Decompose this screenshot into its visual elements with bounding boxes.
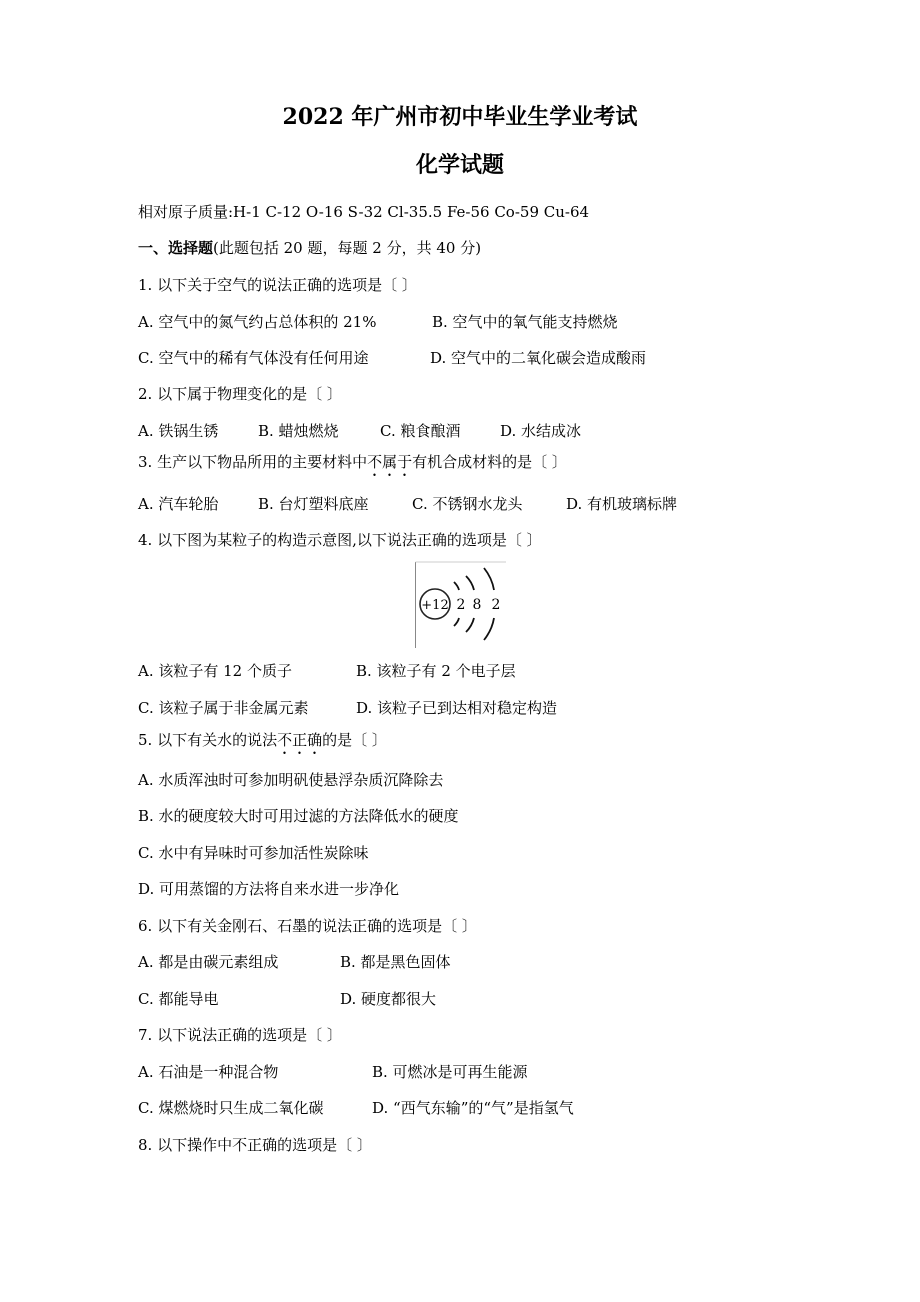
q4-option-b: B. 该粒子有 2 个电子层 <box>356 662 516 680</box>
q3-option-d: D. 有机玻璃标牌 <box>566 495 678 513</box>
q2-option-a: A. 铁锅生锈 <box>138 422 219 440</box>
q7-option-b: B. 可燃冰是可再生能源 <box>372 1063 528 1081</box>
q3-option-c: C. 不锈钢水龙头 <box>412 495 523 513</box>
q4-option-c: C. 该粒子属于非金属元素 <box>138 699 309 717</box>
section-heading-line <box>138 238 481 258</box>
question-4-stem: 4. 以下图为某粒子的构造示意图,以下说法正确的选项是〔 〕 <box>138 531 542 549</box>
question-3-stem <box>138 452 567 480</box>
question-8-stem: 8. 以下操作中不正确的选项是〔 〕 <box>138 1136 372 1154</box>
question-1-stem: 1. 以下关于空气的说法正确的选项是〔 〕 <box>138 276 417 294</box>
exam-title: 2022 年广州市初中毕业生学业考试 <box>282 104 638 130</box>
nucleus-charge: +12 <box>421 598 449 613</box>
exam-subtitle: 化学试题 <box>415 152 504 178</box>
q5-option-c: C. 水中有异味时可参加活性炭除味 <box>138 844 369 862</box>
question-5-stem <box>138 730 387 758</box>
q5-stem-pre: 5. 以下有关水的说法 <box>138 731 278 749</box>
section-heading: 一、选择题 <box>138 239 214 257</box>
q2-option-c: C. 粮食酿酒 <box>380 422 461 440</box>
q1-option-b: B. 空气中的氧气能支持燃烧 <box>432 313 618 331</box>
q5-stem-post: 的是〔 〕 <box>322 731 387 749</box>
q2-option-d: D. 水结成冰 <box>500 422 582 440</box>
q5-option-b: B. 水的硬度较大时可用过滤的方法降低水的硬度 <box>138 807 459 825</box>
shell-2-electrons: 8 <box>472 597 482 613</box>
q4-option-d: D. 该粒子已到达相对稳定构造 <box>356 699 558 717</box>
atom-structure-diagram <box>414 560 506 648</box>
q7-option-a: A. 石油是一种混合物 <box>138 1063 279 1081</box>
q3-option-b: B. 台灯塑料底座 <box>258 495 369 513</box>
q3-stem-emphasis: 不属于 <box>367 453 413 471</box>
q3-option-a: A. 汽车轮胎 <box>138 495 219 513</box>
q4-option-a: A. 该粒子有 12 个质子 <box>138 662 292 680</box>
q5-option-a: A. 水质浑浊时可参加明矾使悬浮杂质沉降除去 <box>138 771 444 789</box>
q3-stem-post: 有机合成材料的是〔 〕 <box>412 453 567 471</box>
q2-option-b: B. 蜡烛燃烧 <box>258 422 339 440</box>
q7-option-c: C. 煤燃烧时只生成二氧化碳 <box>138 1099 324 1117</box>
q1-option-a: A. 空气中的氮气约占总体积的 21% <box>138 313 377 331</box>
q6-option-b: B. 都是黑色固体 <box>340 953 451 971</box>
q6-option-a: A. 都是由碳元素组成 <box>138 953 279 971</box>
shell-1-electrons: 2 <box>456 597 466 613</box>
atomic-mass-line: 相对原子质量:H-1 C-12 O-16 S-32 Cl-35.5 Fe-56 Co-59 Cu-64 <box>138 203 590 221</box>
q3-stem-pre: 3. 生产以下物品所用的主要材料中 <box>138 453 368 471</box>
question-7-stem: 7. 以下说法正确的选项是〔 〕 <box>138 1026 342 1044</box>
section-note: (此题包括 20 题，每题 2 分，共 40 分) <box>213 239 482 257</box>
q5-option-d: D. 可用蒸馏的方法将自来水进一步净化 <box>138 880 400 898</box>
q1-option-d: D. 空气中的二氧化碳会造成酸雨 <box>430 349 647 367</box>
question-6-stem: 6. 以下有关金刚石、石墨的说法正确的选项是〔 〕 <box>138 917 477 935</box>
q7-option-d: D. “西气东输”的“气”是指氢气 <box>372 1099 574 1117</box>
q6-option-d: D. 硬度都很大 <box>340 990 437 1008</box>
q1-option-c: C. 空气中的稀有气体没有任何用途 <box>138 349 369 367</box>
q5-stem-emphasis: 不正确 <box>277 731 323 749</box>
shell-3-electrons: 2 <box>491 597 501 613</box>
q6-option-c: C. 都能导电 <box>138 990 219 1008</box>
question-2-stem: 2. 以下属于物理变化的是〔 〕 <box>138 385 342 403</box>
